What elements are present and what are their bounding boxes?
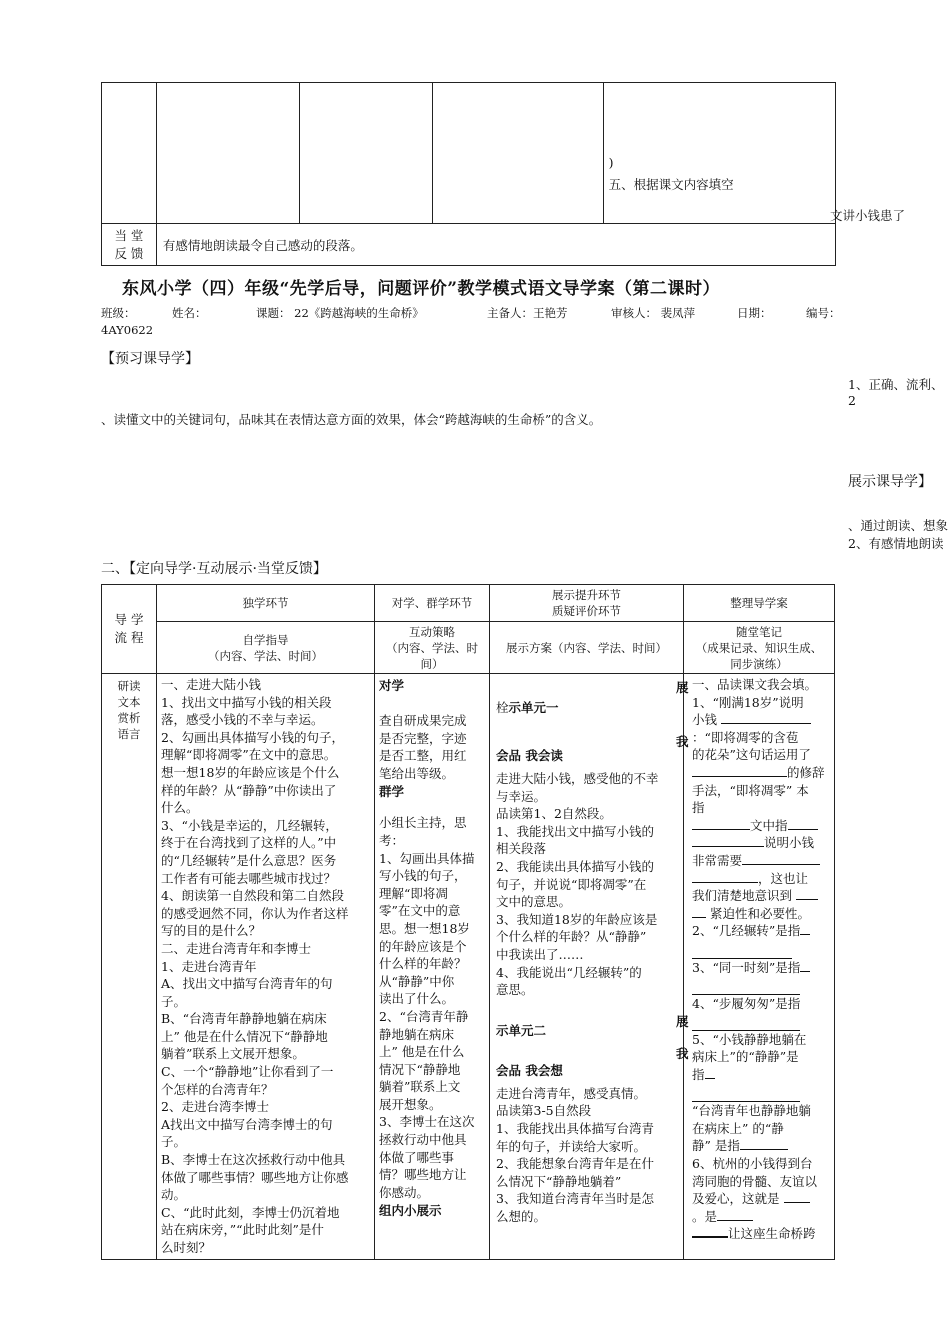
note-line: 4、“步履匆匆”是指 [692, 995, 801, 1011]
notes-edge-2: 我 [676, 734, 689, 749]
show-unit1-prefix: 栓 [496, 700, 509, 715]
note-line: 1、“刚满18岁”说明 [692, 694, 804, 710]
meta-topic: 课题： 22《跨越海峡的生命桥》 [256, 306, 424, 320]
fill-blank[interactable] [742, 864, 820, 865]
header-notes-cell [684, 585, 835, 622]
note-line: 2、“几经辗转”是指 [692, 923, 801, 939]
fill-blank[interactable] [692, 917, 706, 918]
notes-list [688, 676, 830, 1243]
preview-heading: 【预习课导学】 [101, 351, 199, 367]
notes-edge-4: 我 [676, 1046, 689, 1061]
subheader-notes: 随堂笔记 （成果记录、知识生成、 同步演练） [695, 624, 823, 671]
row-label-cell [102, 674, 157, 1260]
subheader-pair-cell [375, 622, 490, 674]
header-show: 展示提升环节 质疑评价环节 [552, 588, 621, 618]
note-line: 6、杭州的小钱得到台 [692, 1156, 813, 1172]
show-text-1: 走进大陆小钱，感受他的不幸 与幸运。 品读第1、2自然段。 1、我能找出文中描写小钱的 相关段落 2、我能读出具体描写小钱的 句子，并说说“即将凋零”在 文中的意思。 3、我知道18岁的年龄应该是 个什么样的年龄？从“静静” 中我读出了…… 4、我能说出“几经辗转”的 意思。 [496, 771, 659, 998]
item5-text: 五、根据课文内容填空 [608, 177, 734, 192]
show-sub-1: 会品 我会读 [496, 748, 563, 763]
fill-blank[interactable] [717, 1220, 753, 1221]
pair-text-2: 小组长主持，思 考： 1、勾画出具体描 写小钱的句子， 理解“即将凋 零”在文中的意 思。想一想18岁 的年龄应该是个 什么样的年龄？ 从“静静”中你 读出了什么。 2、“台湾青年静 静地躺在病床 上” 他是在什么 情况下“静静地 躺着”联系上文 展开想象。 3、李博士在这次 拯救行动中他具 体做了哪些事 情？哪些地方让 你感动。 [379, 815, 475, 1200]
show-text-2: 走进台湾青年，感受真情。 品读第3-5自然段 1、我能找出具体描写台湾青 年的句子，并读给大家听。 2、我能想象台湾青年是在什 么情况下“静静地躺着” 3、我知道台湾青年当时是怎 么想的。 [496, 1085, 654, 1224]
note-line: ，这也让 [758, 870, 809, 886]
section2-heading: 二、【定向导学·互动展示·当堂反馈】 [101, 561, 327, 577]
header-self: 独学环节 [242, 596, 289, 610]
fill-blank[interactable] [784, 1202, 810, 1203]
note-line: “台湾青年也静静地躺 [692, 1103, 811, 1119]
note-line: 紧迫性和必要性。 [709, 905, 810, 921]
pair-text-1: 查自研成果完成 是否完整，字迹 是否工整，用红 笔给出等级。 [379, 713, 467, 781]
meta-class: 班级： [101, 306, 136, 320]
self-guide-cell [157, 674, 375, 1260]
note-line: 让这座生命桥跨 [728, 1226, 816, 1242]
right-goal-1: 1、正确、流利、 [848, 377, 944, 392]
subheader-pair: 互动策略 （内容、学法、时 间） [386, 624, 478, 671]
show-unit-1: 示单元一 [508, 700, 559, 715]
note-line: ：“即将凋零的含苞 [692, 729, 799, 745]
header-flow: 导 学 流 程 [114, 612, 144, 645]
top-cell-5 [603, 83, 835, 224]
notes-edge-1: 展 [676, 680, 689, 695]
show-sub-2: 会品 我会想 [496, 1062, 563, 1078]
fill-blank[interactable] [692, 829, 750, 830]
feedback-label-cell [102, 224, 157, 266]
feedback-label: 当 堂 反 馈 [114, 227, 144, 261]
notes-cell [676, 674, 835, 1260]
header-notes: 整理导学案 [730, 596, 788, 610]
fill-blank[interactable] [705, 1078, 715, 1079]
meta-date: 日期： [737, 306, 772, 320]
note-line: 我们清楚地意识到 [692, 888, 793, 904]
note-line: 3、“同一时刻”是指 [692, 959, 801, 975]
show-heading-right: 展示课导学】 [848, 474, 932, 490]
stray-right-text: 文讲小钱患了 [830, 208, 906, 223]
header-pair: 对学、群学环节 [391, 596, 473, 610]
notes-edge-3: 展 [676, 1014, 689, 1029]
fill-blank[interactable] [721, 723, 811, 724]
page-title: 东风小学（四）年级“先学后导，问题评价”教学模式语文导学案（第二课时） [122, 279, 721, 299]
self-guide-text: 一、走进大陆小钱 1、找出文中描写小钱的相关段 落，感受小钱的不幸与幸运。 2、勾画出具体描写小钱的句子， 理解“即将凋零”在文中的意思。 想一想18岁的年龄应该是个什么 样的年龄？从“静静”中你读出了 什么。 3、“小钱是幸运的，几经辗转， 终于在台湾找到了这样的人。”中 的“几经辗转”是什么意思？医务 工作者有可能去哪些城市找过？ 4、朗读第一自然段和第二自然段 的感受迥然不同，你认为作者这样 写的目的是什么？ 二、走进台湾青年和李博士 1、走进台湾青年 A、找出文中描写台湾青年的句 子。 B、“台湾青年静静地躺在病床 上” 他是在什么情况下“静静地 躺着”联系上文展开想象。 C、一个“静静地”让你看到了一 个怎样的台湾青年？ 2、走进台湾李博士 A找出文中描写台湾李博士的句 子。 B、李博士在这次拯救行动中他具 体做了哪些事情？哪些地方让你感 动。 C、“此时此刻，李博士仍沉着地 站在病床旁，”“此时此刻”是什 么时刻？ [161, 677, 349, 1255]
note-line: 的花朵”这句话运用了 [692, 747, 811, 763]
right-goal-1b: 2 [848, 393, 856, 408]
top-cell-2 [156, 83, 300, 224]
note-line: 指 [692, 800, 705, 816]
row-label: 研读 文本 赏析 语言 [117, 679, 141, 741]
fill-blank[interactable] [692, 846, 764, 847]
subheader-show: 展示方案（内容、学法、时间） [506, 640, 667, 655]
pair-title-2: 群学 [379, 784, 405, 800]
note-line: 。是 [692, 1208, 718, 1224]
top-cell-1 [102, 83, 157, 224]
subheader-self: 自学指导 （内容、学法、时间） [208, 632, 323, 663]
top-table [101, 82, 836, 266]
top-cell-4 [433, 83, 604, 224]
note-line: 指 [692, 1067, 705, 1083]
header-pair-cell [375, 585, 490, 622]
fill-blank[interactable] [692, 976, 800, 995]
meta-reviewer: 审核人： 裴凤萍 [611, 306, 696, 320]
paren-text: ) [608, 155, 614, 170]
note-line: 5、“小钱静静地躺在 [692, 1031, 807, 1047]
pair-title-1: 对学 [379, 678, 405, 693]
note-line: 文中指 [750, 817, 788, 833]
subheader-notes-cell [684, 622, 835, 674]
fill-blank[interactable] [692, 882, 758, 883]
header-flow-cell [102, 585, 157, 674]
note-line: 及爱心，这就是 [692, 1191, 780, 1207]
fill-blank[interactable] [800, 971, 810, 972]
pair-title-3: 组内小展示 [379, 1203, 442, 1219]
fill-blank[interactable] [800, 934, 810, 935]
note-line: 静” 是指 [692, 1138, 740, 1154]
fill-blank[interactable] [692, 1084, 800, 1103]
subheader-show-cell [490, 622, 684, 674]
meta-number: 编号： [806, 306, 841, 320]
note-line: 一、品读课文我会填。 [692, 677, 818, 692]
goal-line: 、读懂文中的关键词句，品味其在表情达意方面的效果，体会“跨越海峡的生命桥”的含义。 [101, 412, 602, 427]
meta-preparer: 主备人：王艳芳 [487, 306, 568, 320]
note-line: 的修辞 [787, 764, 825, 780]
note-line: 手法，“即将凋零” 本 [692, 782, 809, 798]
show-plan-cell [490, 674, 684, 1260]
fill-blank[interactable] [692, 940, 792, 959]
feedback-text: 有感情地朗读最令自己感动的段落。 [162, 237, 363, 253]
right-line-b: 2、有感情地朗读 [848, 536, 944, 551]
fill-blank[interactable] [788, 829, 818, 830]
header-self-cell [157, 585, 375, 622]
header-show-cell [490, 585, 684, 622]
subheader-self-cell [157, 622, 375, 674]
note-line: 病床上”的“静静”是 [692, 1049, 799, 1065]
note-line: 在病床上” 的“静 [692, 1120, 784, 1136]
note-line: 小钱 [692, 712, 718, 728]
main-table [101, 584, 835, 1260]
fill-blank[interactable] [692, 776, 787, 777]
feedback-text-cell [156, 224, 835, 266]
meta-code: 4AY0622 [101, 323, 154, 337]
top-cell-3 [300, 83, 433, 224]
fill-blank[interactable] [692, 1236, 728, 1238]
meta-name: 姓名： [172, 306, 207, 320]
note-line: 非常需要 [692, 852, 743, 868]
note-line: 湾同胞的骨髓、友谊以 [692, 1173, 818, 1189]
fill-blank[interactable] [740, 1149, 788, 1150]
pair-strategy-cell [375, 674, 490, 1260]
right-line-a: 、通过朗读、想象 [848, 518, 949, 533]
note-line: 说明小钱 [764, 835, 815, 851]
fill-blank[interactable] [796, 899, 818, 900]
fill-blank[interactable] [692, 1012, 800, 1031]
show-unit-2: 示单元二 [496, 1022, 547, 1038]
